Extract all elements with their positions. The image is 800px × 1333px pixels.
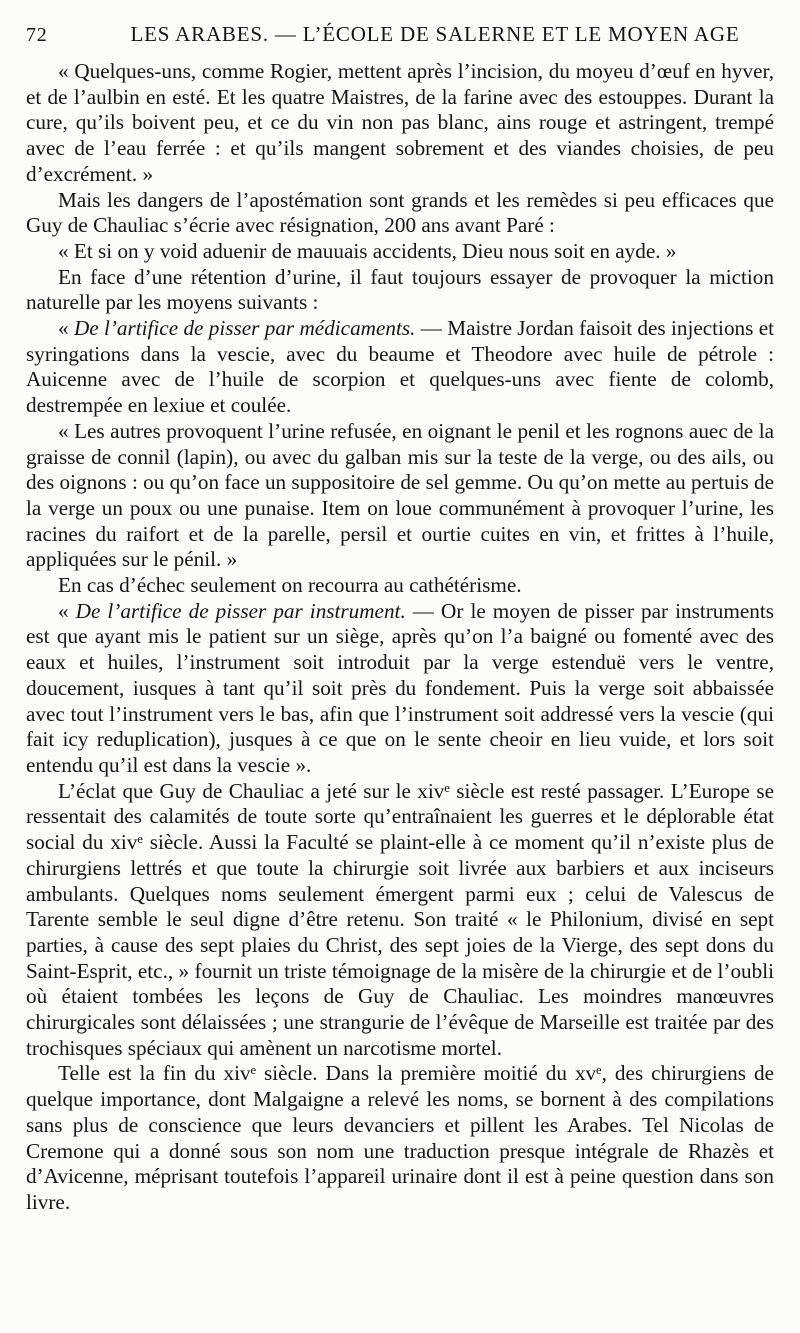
running-title: LES ARABES. — L’ÉCOLE DE SALERNE ET LE MOYEN AGE — [130, 22, 740, 46]
paragraph-text: En cas d’échec seulement on recourra au cathétérisme. — [58, 573, 522, 598]
page-header — [26, 22, 774, 47]
paragraph-text: — Or le moyen de pisser par instruments est que ayant mis le patient sur un siège, après qu’on l’a baigné ou fomenté avec des eaux et huiles, l’instrument soit introduit par la verge estenduë vers le ventre, doucement, iusques à tant qu’il soit près du fondement. Puis la verge soit abbaissée avec tout l’instrument vers le bas, afin que l’instrument soit addressé vers la vescie (qui fait icy reduplication), jusques à ce que on le sente cheoir en lieu vuide, et lors soit entendu qu’il est dans la vescie ». — [26, 598, 775, 777]
paragraph-2 — [26, 188, 774, 239]
paragraph-text: L’éclat que Guy de Chauliac a jeté sur le xivᵉ siècle est resté passager. L’Europe se ressentait des calamités de toute sorte qu’entraînaient les guerres et le déplorable état social du xivᵉ siècle. Aussi la Faculté se plaint-elle à ce moment qu’il n’existe plus de chirurgiens lettrés et que toute la chirurgie soit livrée aux barbiers et aux inciseurs ambulants. Quelques noms seulement émergent parmi eux ; celui de Valescus de Tarente semble le seul digne d’être retenu. Son traité « le Philonium, divisé en sept parties, à cause des sept plaies du Christ, des sept joies de la Vierge, des sept dons du Saint-Esprit, etc., » fournit un triste témoignage de la misère de la chirurgie et de l’oubli où étaient tombées les leçons de Guy de Chauliac. Les moindres manœuvres chirurgicales sont délaissées ; une strangurie de l’évêque de Marseille est traitée par des trochisques spéciaux qui amènent un narcotisme mortel. — [26, 778, 774, 1060]
paragraph-8 — [26, 599, 774, 779]
paragraph-4 — [26, 265, 774, 316]
paragraph-text: « Et si on y void aduenir de mauuais accidents, Dieu nous soit en ayde. » — [58, 238, 677, 263]
paragraph-6 — [26, 419, 774, 573]
paragraph-text: Telle est la fin du xivᵉ siècle. Dans la première moitié du xvᵉ, des chirurgiens de quelque importance, dont Malgaigne a relevé les noms, se bornent à des compilations sans plus de conscience que leurs devanciers et pillent les Arabes. Tel Nicolas de Cremone qui a donné sous son nom une traduction presque intégrale de Rhazès et d’Avicenne, méprisant toutefois l’appareil urinaire dont il est à peine question dans son livre. — [26, 1061, 774, 1214]
page-number: 72 — [26, 24, 48, 46]
paragraph-text: Mais les dangers de l’apostémation sont grands et les remèdes si peu efficaces que Guy de Chauliac s’écrie avec résignation, 200 ans avant Paré : — [26, 187, 774, 238]
paragraph-text: En face d’une rétention d’urine, il faut toujours essayer de provoquer la miction naturelle par les moyens suivants : — [26, 264, 774, 315]
paragraph-prefix: « — [58, 316, 74, 341]
paragraph-3-quote — [26, 239, 774, 265]
paragraph-italic-heading: De l’artifice de pisser par instrument. — [75, 598, 406, 623]
paragraph-1 — [26, 59, 774, 188]
paragraph-9 — [26, 779, 774, 1062]
paragraph-text: « Quelques-uns, comme Rogier, mettent après l’incision, du moyeu d’œuf en hyver, et de l’aulbin en esté. Et les quatre Maistres, de la farine avec des estouppes. Durant la cure, qu’ils boivent peu, et ce du vin non pas blanc, ains rouge et astringent, trempé avec de l’eau ferrée : et qu’ils mangent sobrement et des viandes choisies, de peu d’excrément. » — [26, 59, 774, 186]
paragraph-7 — [26, 573, 774, 599]
paragraph-prefix: « — [58, 598, 76, 623]
paragraph-text: — Maistre Jordan faisoit des injections et syringations dans la vescie, avec du beaume et Theodore avec huile de pétrole : Auicenne avec de l’huile de scorpion et quelques-uns avec fiente de colomb, destrempée en lexiue et coulée. — [26, 316, 774, 418]
paragraph-5 — [26, 316, 774, 419]
paragraph-10 — [26, 1061, 774, 1215]
paragraph-italic-heading: De l’artifice de pisser par médicaments. — [73, 316, 416, 341]
document-page — [26, 22, 774, 1216]
paragraph-text: « Les autres provoquent l’urine refusée, en oignant le penil et les rognons auec de la graisse de connil (lapin), ou avec du galban mis sur la teste de la verge, ou des ails, ou des oignons : ou qu’on face un suppositoire de sel gemme. Ou qu’on mette au pertuis de la verge un poux ou une punaise. Item on loue communément à provoquer l’urine, les racines du raifort et de la parelle, persil et ourtie cuites en vin, et frittes à l’huile, appliquées sur le pénil. » — [26, 418, 774, 572]
